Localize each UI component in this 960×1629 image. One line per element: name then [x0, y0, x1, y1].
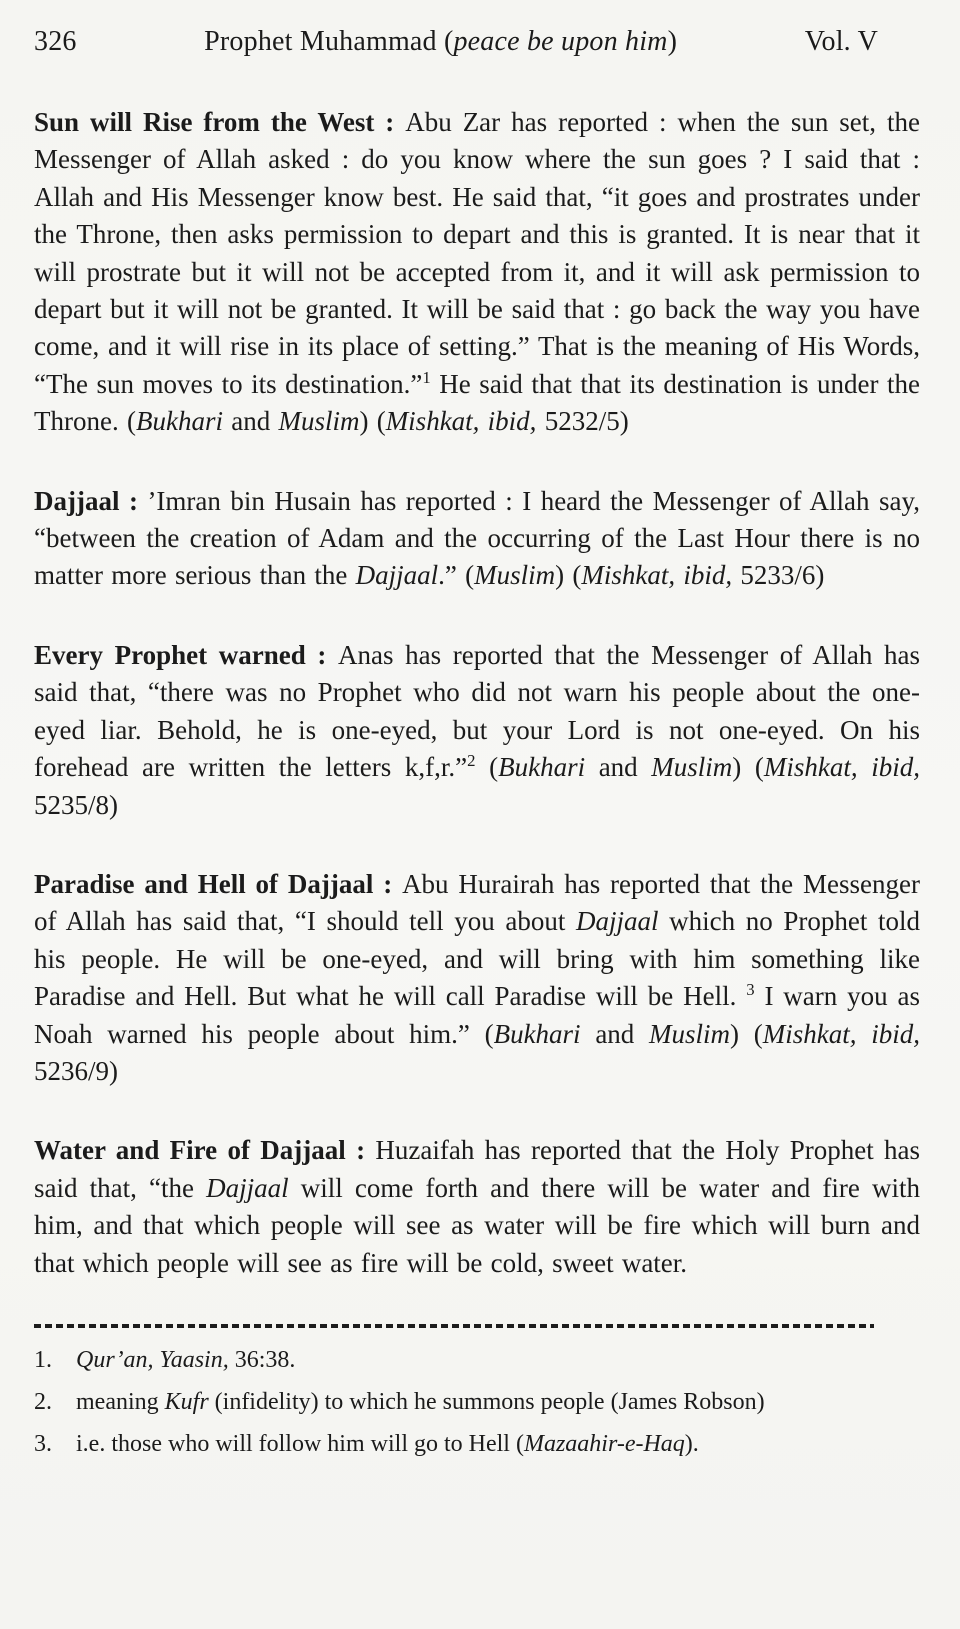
text-segment: ).: [684, 1430, 699, 1457]
text-segment: Muslim: [278, 406, 360, 437]
page-body: [34, 104, 920, 1282]
text-segment: Dajjaal: [575, 906, 659, 937]
text-segment: Anas has reported that the Messenger of Allah has said that, “there was no Prophet who did not warn his people about the one-eyed liar. Behold, he is one-eyed, but your Lord is not one-eyed. On his forehead are written the letters k,f,r.”: [34, 639, 920, 783]
footnote-text: [76, 1386, 920, 1419]
text-segment: Mishkat, ibid,: [763, 752, 920, 783]
text-segment: Muslim: [474, 560, 556, 591]
footnote-number: 3.: [34, 1430, 52, 1457]
text-segment: Dajjaal: [355, 560, 439, 591]
volume-label: Vol. V: [804, 26, 878, 57]
text-segment: Mazaahir-e-Haq: [523, 1430, 685, 1457]
text-segment: 5232/5): [536, 406, 629, 437]
text-segment: Dajjaal :: [34, 485, 148, 516]
text-segment: Mishkat, ibid,: [762, 1018, 921, 1049]
footnote-number: 2.: [34, 1388, 52, 1415]
text-segment: Abu Zar has reported : when the sun set, the Messenger of Allah asked : do you know where the sun goes ? I said that : Allah and His Messenger know best. He said that, “it goes and prostrates under the Throne, then asks permission to depart and this is granted. It is near that it will prostrate but it will not be accepted from it, and it will ask permission to depart but it will not be granted. It will be said that : go back the way you have come, and it will rise in its place of setting.” That is the meaning of His Words, “The sun moves to its destination.”: [34, 107, 920, 399]
text-segment: Bukhari: [498, 752, 586, 783]
paragraph: [34, 483, 920, 595]
text-segment: 5233/6): [732, 560, 825, 591]
footnote-item: [34, 1428, 920, 1461]
text-segment: which no Prophet told his people. He will be one-eyed, and will bring with him something like Paradise and Hell. But what he will call Paradise will be Hell.: [34, 906, 921, 1012]
text-segment: ) (: [732, 752, 764, 783]
text-segment: Muslim: [651, 752, 733, 783]
text-segment: ’Imran bin Husain has reported : I heard the Messenger of Allah say, “between the creation of Adam and the occurring of the Last Hour there is no matter more serious than the: [34, 485, 920, 591]
footnote-separator-line: [34, 1324, 874, 1328]
text-segment: I warn you as Noah warned his people about him.” (: [34, 981, 920, 1049]
running-title-italic: peace be upon him: [453, 26, 668, 57]
footnote-item: [34, 1344, 920, 1377]
footnote-ref: 1: [422, 367, 431, 387]
text-segment: and: [222, 406, 279, 437]
running-title-prefix: Prophet Muhammad (: [204, 26, 454, 57]
text-segment: will come forth and there will be water and fire with him, and that which people will see as water will be fire which will burn and that which people will see as fire will be cold, sweet water.: [34, 1172, 920, 1278]
page-number: 326: [34, 26, 77, 57]
paragraph: [34, 1132, 920, 1282]
footnotes-section: [34, 1344, 920, 1461]
text-segment: Abu Hurairah has reported that the Messenger of Allah has said that, “I should tell you about: [34, 868, 920, 937]
footnote-number: 1.: [34, 1346, 52, 1373]
paragraph: [34, 637, 920, 824]
text-segment: (infidelity) to which he summons people (James Robson): [208, 1388, 765, 1415]
footnote-item: [34, 1386, 920, 1419]
footnote-text: [76, 1344, 920, 1377]
running-title: [77, 26, 805, 58]
text-segment: (: [475, 752, 499, 783]
footnote-ref: 3: [746, 980, 755, 1000]
text-segment: i.e. those who will follow him will go to Hell (: [76, 1430, 524, 1457]
text-segment: Water and Fire of Dajjaal :: [34, 1135, 376, 1166]
text-segment: and: [580, 1018, 650, 1049]
text-segment: Qur’an, Yaasin,: [76, 1346, 229, 1373]
text-segment: Paradise and Hell of Dajjaal :: [34, 868, 403, 899]
page-header: [34, 26, 920, 58]
text-segment: 5236/9): [34, 1055, 118, 1086]
paragraph: [34, 104, 920, 441]
text-segment: Kufr: [164, 1388, 209, 1415]
text-segment: Bukhari: [135, 406, 223, 437]
footnote-text: [76, 1428, 920, 1461]
text-segment: Mishkat, ibid,: [385, 406, 537, 437]
footnote-ref: 2: [467, 751, 476, 771]
text-segment: and: [585, 752, 652, 783]
text-segment: ) (: [730, 1018, 763, 1049]
text-segment: Bukhari: [493, 1018, 581, 1049]
paragraph: [34, 866, 920, 1090]
text-segment: ) (: [555, 560, 582, 591]
text-segment: He said that that its destination is under the Throne. (: [34, 368, 920, 437]
text-segment: Muslim: [649, 1018, 731, 1049]
text-segment: 36:38.: [228, 1346, 296, 1373]
text-segment: Mishkat, ibid,: [581, 560, 733, 591]
text-segment: 5235/8): [34, 789, 118, 820]
text-segment: ) (: [359, 406, 386, 437]
text-segment: Sun will Rise from the West :: [34, 107, 406, 137]
text-segment: Huzaifah has reported that the Holy Prophet has said that, “the: [34, 1135, 921, 1203]
text-segment: .” (: [438, 560, 475, 591]
text-segment: Dajjaal: [206, 1172, 289, 1203]
text-segment: meaning: [76, 1388, 165, 1415]
running-title-suffix: ): [667, 26, 678, 57]
text-segment: Every Prophet warned :: [34, 639, 339, 670]
